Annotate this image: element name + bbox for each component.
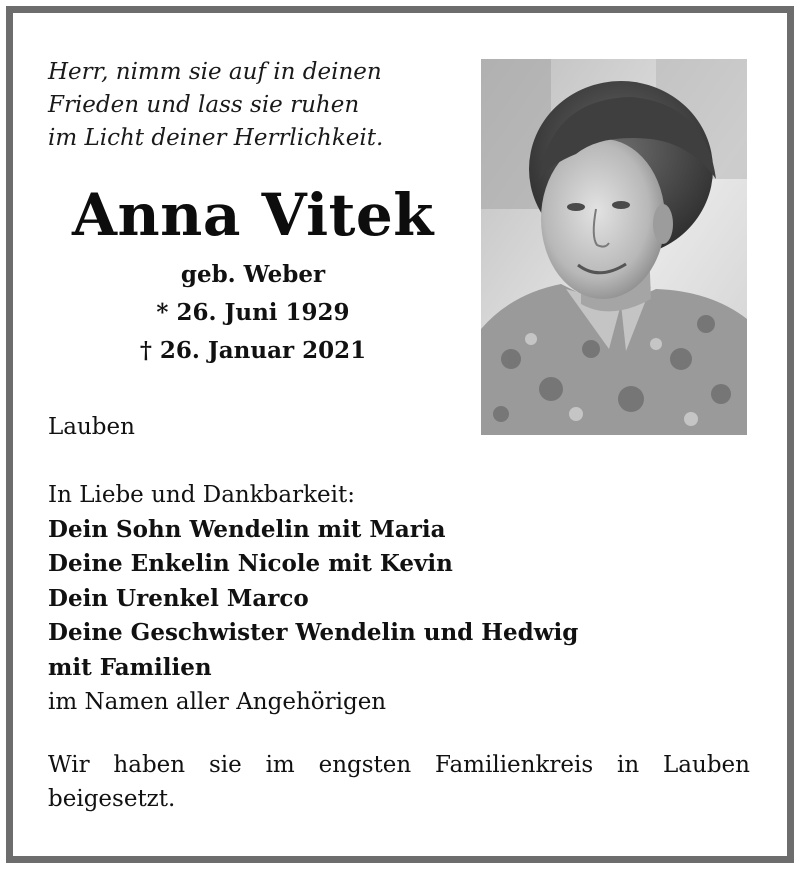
mourners-closing: im Namen aller Angehörigen — [48, 689, 387, 715]
place-of-residence: Lauben — [48, 414, 135, 440]
deceased-name: Anna Vitek — [71, 181, 434, 249]
verse-line: im Licht deiner Herrlichkeit. — [48, 125, 384, 151]
death-date: † 26. Januar 2021 — [139, 337, 367, 364]
mourner-name: Dein Sohn Wendelin mit Maria — [48, 515, 446, 543]
portrait-photo — [481, 59, 747, 435]
verse-line: Herr, nimm sie auf in deinen — [48, 59, 382, 85]
mourner-name: Deine Geschwister Wendelin und Hedwig — [48, 619, 579, 646]
portrait-image — [481, 59, 747, 435]
mourners-intro: In Liebe und Dankbarkeit: — [48, 482, 355, 508]
mourners-list — [48, 478, 768, 720]
mourner-name: Dein Urenkel Marco — [48, 584, 309, 612]
life-dates — [48, 256, 458, 370]
mourner-name: Deine Enkelin Nicole mit Kevin — [48, 550, 453, 577]
bible-verse — [48, 56, 458, 155]
mourner-name: mit Familien — [48, 653, 212, 681]
verse-line: Frieden und lass sie ruhen — [48, 92, 360, 118]
birth-date: * 26. Juni 1929 — [156, 299, 350, 326]
maiden-name: geb. Weber — [180, 261, 326, 288]
burial-note: Wir haben sie im engsten Familienkreis in Lauben beigesetzt. — [48, 752, 750, 812]
